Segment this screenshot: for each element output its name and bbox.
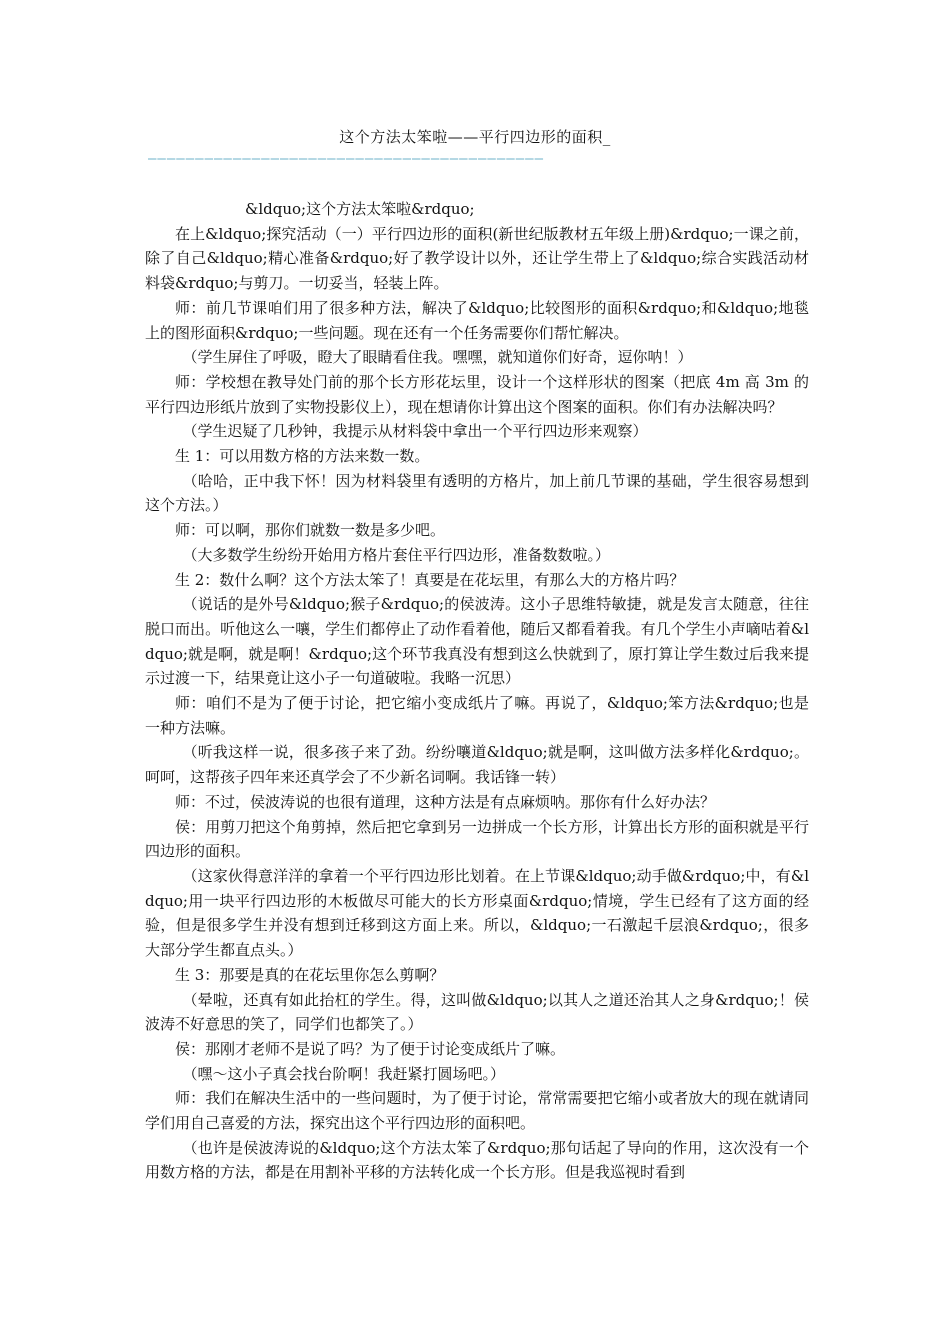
paragraph: （嘿～这小子真会找台阶啊！我赶紧打圆场吧。） (182, 1064, 506, 1083)
paragraph: 师：我们在解决生活中的一些问题时，为了便于讨论，常常需要把它缩小或者放大的现在就请同学们用自己喜爱的方法，探究出这个平行四边形的面积吧。 (145, 1089, 809, 1133)
paragraph: （说话的是外号&ldquo;猴子&rdquo;的侯波涛。这小子思维特敏捷，就是发言太随意，往往脱口而出。听他这么一嚷，学生们都停止了动作看着他，随后又都看着我。有几个学生小声嘀咕着&ldquo;就是啊，就是啊！&rdquo;这个环节我真没有想到这么快就到了，原打算让学生数过后我来提示过渡一下，结果竟让这小子一句道破啦。我略一沉思） (145, 595, 809, 688)
paragraph: 师：学校想在教导处门前的那个长方形花坛里，设计一个这样形状的图案（把底 4m 高 3m 的平行四边形纸片放到了实物投影仪上），现在想请你计算出这个图案的面积。你们有办法解决吗？ (145, 372, 809, 416)
paragraph: （大多数学生纷纷开始用方格片套住平行四边形，准备数数啦。） (182, 545, 611, 564)
paragraph: （听我这样一说，很多孩子来了劲。纷纷嚷道&ldquo;就是啊，这叫做方法多样化&rdquo;。呵呵，这帮孩子四年来还真学会了不少新名词啊。我话锋一转） (145, 743, 809, 787)
paragraph: （学生屏住了呼吸，瞪大了眼睛看住我。嘿嘿，就知道你们好奇，逗你呐！） (182, 348, 693, 367)
paragraph: （学生迟疑了几秒钟，我提示从材料袋中拿出一个平行四边形来观察） (182, 422, 648, 441)
paragraph: 在上&ldquo;探究活动（一）平行四边形的面积(新世纪版教材五年级上册)&rdquo;一课之前，除了自己&ldquo;精心准备&rdquo;好了教学设计以外，还让学生带上了&ldquo;综合实践活动材料袋&rdquo;与剪刀。一切妥当，轻装上阵。 (145, 224, 809, 293)
paragraph: 侯：用剪刀把这个角剪掉，然后把它拿到另一边拼成一个长方形，计算出长方形的面积就是平行四边形的面积。 (145, 817, 809, 861)
paragraph: 生 2：数什么啊？这个方法太笨了！真要是在花坛里，有那么大的方格片吗？ (175, 570, 685, 589)
paragraph: 师：可以啊，那你们就数一数是多少吧。 (175, 521, 446, 540)
title-divider: —————————————————————————————————————————— (148, 152, 545, 166)
paragraph: 生 3：那要是真的在花坛里你怎么剪啊？ (175, 965, 445, 984)
paragraph: （这家伙得意洋洋的拿着一个平行四边形比划着。在上节课&ldquo;动手做&rdquo;中，有&ldquo;用一块平行四边形的木板做尽可能大的长方形桌面&rdquo;情境，学生已经有了这方面的经验，但是很多学生并没有想到迁移到这方面上来。所以，&ldquo;一石激起千层浪&rdquo;，很多大部分学生都直点头。） (145, 866, 809, 960)
paragraph-heading: &ldquo;这个方法太笨啦&rdquo; (245, 200, 475, 218)
paragraph: （也许是侯波涛说的&ldquo;这个方法太笨了&rdquo;那句话起了导向的作用，这次没有一个用数方格的方法，都是在用割补平移的方法转化成一个长方形。但是我巡视时看到 (145, 1138, 809, 1182)
paragraph: 侯：那刚才老师不是说了吗？为了便于讨论变成纸片了嘛。 (175, 1039, 566, 1058)
document-body (145, 197, 809, 1185)
document-title: 这个方法太笨啦——平行四边形的面积_ (339, 128, 611, 146)
paragraph: （哈哈，正中我下怀！因为材料袋里有透明的方格片，加上前几节课的基础，学生很容易想到这个方法。） (145, 471, 809, 515)
paragraph: 师：前几节课咱们用了很多种方法，解决了&ldquo;比较图形的面积&rdquo;和&ldquo;地毯上的图形面积&rdquo;一些问题。现在还有一个任务需要你们帮忙解决。 (145, 298, 809, 342)
paragraph: 生 1：可以用数方格的方法来数一数。 (175, 447, 430, 466)
paragraph: 师：咱们不是为了便于讨论，把它缩小变成纸片了嘛。再说了，&ldquo;笨方法&rdquo;也是一种方法嘛。 (145, 694, 809, 737)
paragraph: 师：不过，侯波涛说的也很有道理，这种方法是有点麻烦呐。那你有什么好办法？ (175, 792, 716, 811)
paragraph: （晕啦，还真有如此抬杠的学生。得，这叫做&ldquo;以其人之道还治其人之身&rdquo;！侯波涛不好意思的笑了，同学们也都笑了。） (145, 990, 809, 1034)
